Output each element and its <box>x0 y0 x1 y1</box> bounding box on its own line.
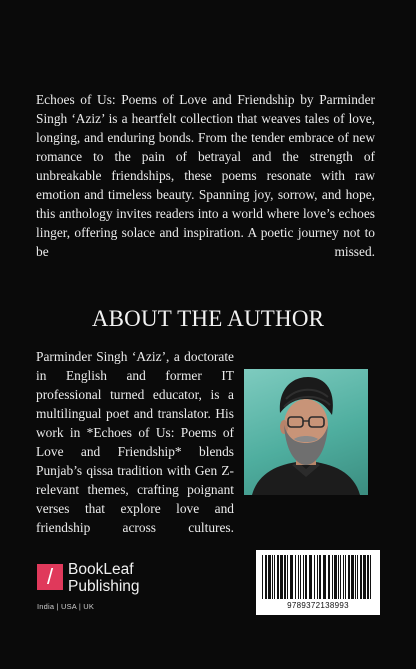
barcode-bar <box>348 555 350 599</box>
barcode-bar <box>274 555 275 599</box>
barcode-bar <box>277 555 279 599</box>
about-author-heading: ABOUT THE AUTHOR <box>91 306 325 331</box>
publisher-name <box>68 561 140 595</box>
barcode-bar <box>370 555 371 599</box>
barcode-bar <box>262 555 263 599</box>
publisher-name-line1: BookLeaf <box>68 561 134 578</box>
barcode-bar <box>343 555 344 599</box>
barcode-bar <box>357 555 358 599</box>
author-photo <box>244 369 368 495</box>
barcode-bar <box>360 555 362 599</box>
isbn-number: 9789372138993 <box>287 601 349 610</box>
barcode-bar <box>284 555 286 599</box>
barcode-bar <box>332 555 333 599</box>
barcode-bar <box>334 555 337 599</box>
isbn-barcode <box>256 550 380 615</box>
barcode-bar <box>355 555 356 599</box>
publisher-regions: India | USA | UK <box>37 602 95 611</box>
barcode-bar <box>351 555 354 599</box>
barcode-bar <box>305 555 307 599</box>
barcode-bar <box>290 555 293 599</box>
barcode-bar <box>298 555 299 599</box>
barcode-bar <box>272 555 273 599</box>
barcode-bar <box>303 555 304 599</box>
barcode-bar <box>319 555 321 599</box>
barcode-bar <box>295 555 296 599</box>
barcode-bar <box>328 555 330 599</box>
book-blurb: Echoes of Us: Poems of Love and Friendship by Parminder Singh ‘Aziz’ is a heartfelt collection that weaves tales of love, longing, and enduring bonds. From the tender embrace of new romance to the pain of betrayal and the strength of unbreakable friendships, these poems resonate with raw emotion and timeless beauty. Spanning joy, sorrow, and hope, this anthology invites readers into a world where love’s echoes linger, offering solace and inspiration. A poetic journey not to be missed. <box>36 92 375 259</box>
publisher-name-line2: Publishing <box>68 578 140 595</box>
publisher-logo <box>37 561 167 611</box>
author-portrait-illustration <box>244 369 368 495</box>
barcode-bars <box>261 555 375 599</box>
barcode-bar <box>345 555 346 599</box>
barcode-bar <box>265 555 267 599</box>
barcode-bar <box>280 555 283 599</box>
barcode-bar <box>363 555 366 599</box>
barcode-bar <box>340 555 341 599</box>
barcode-bar <box>300 555 301 599</box>
barcode-bar <box>309 555 312 599</box>
barcode-bar <box>287 555 288 599</box>
publisher-slash-icon: / <box>37 564 63 590</box>
barcode-bar <box>338 555 339 599</box>
barcode-bar <box>323 555 326 599</box>
barcode-bar <box>268 555 271 599</box>
author-bio: Parminder Singh ‘Aziz’, a doctorate in English and former IT professional turned educator, is a multilingual poet and translator. His work in *Echoes of Us: Poems of Love and Friendship* blends Punjab’s qissa tradition with Gen Z-relevant themes, crafting poignant verses that explore love and friendship across cultures. <box>36 349 234 535</box>
barcode-bar <box>367 555 369 599</box>
barcode-bar <box>317 555 318 599</box>
barcode-bar <box>314 555 315 599</box>
